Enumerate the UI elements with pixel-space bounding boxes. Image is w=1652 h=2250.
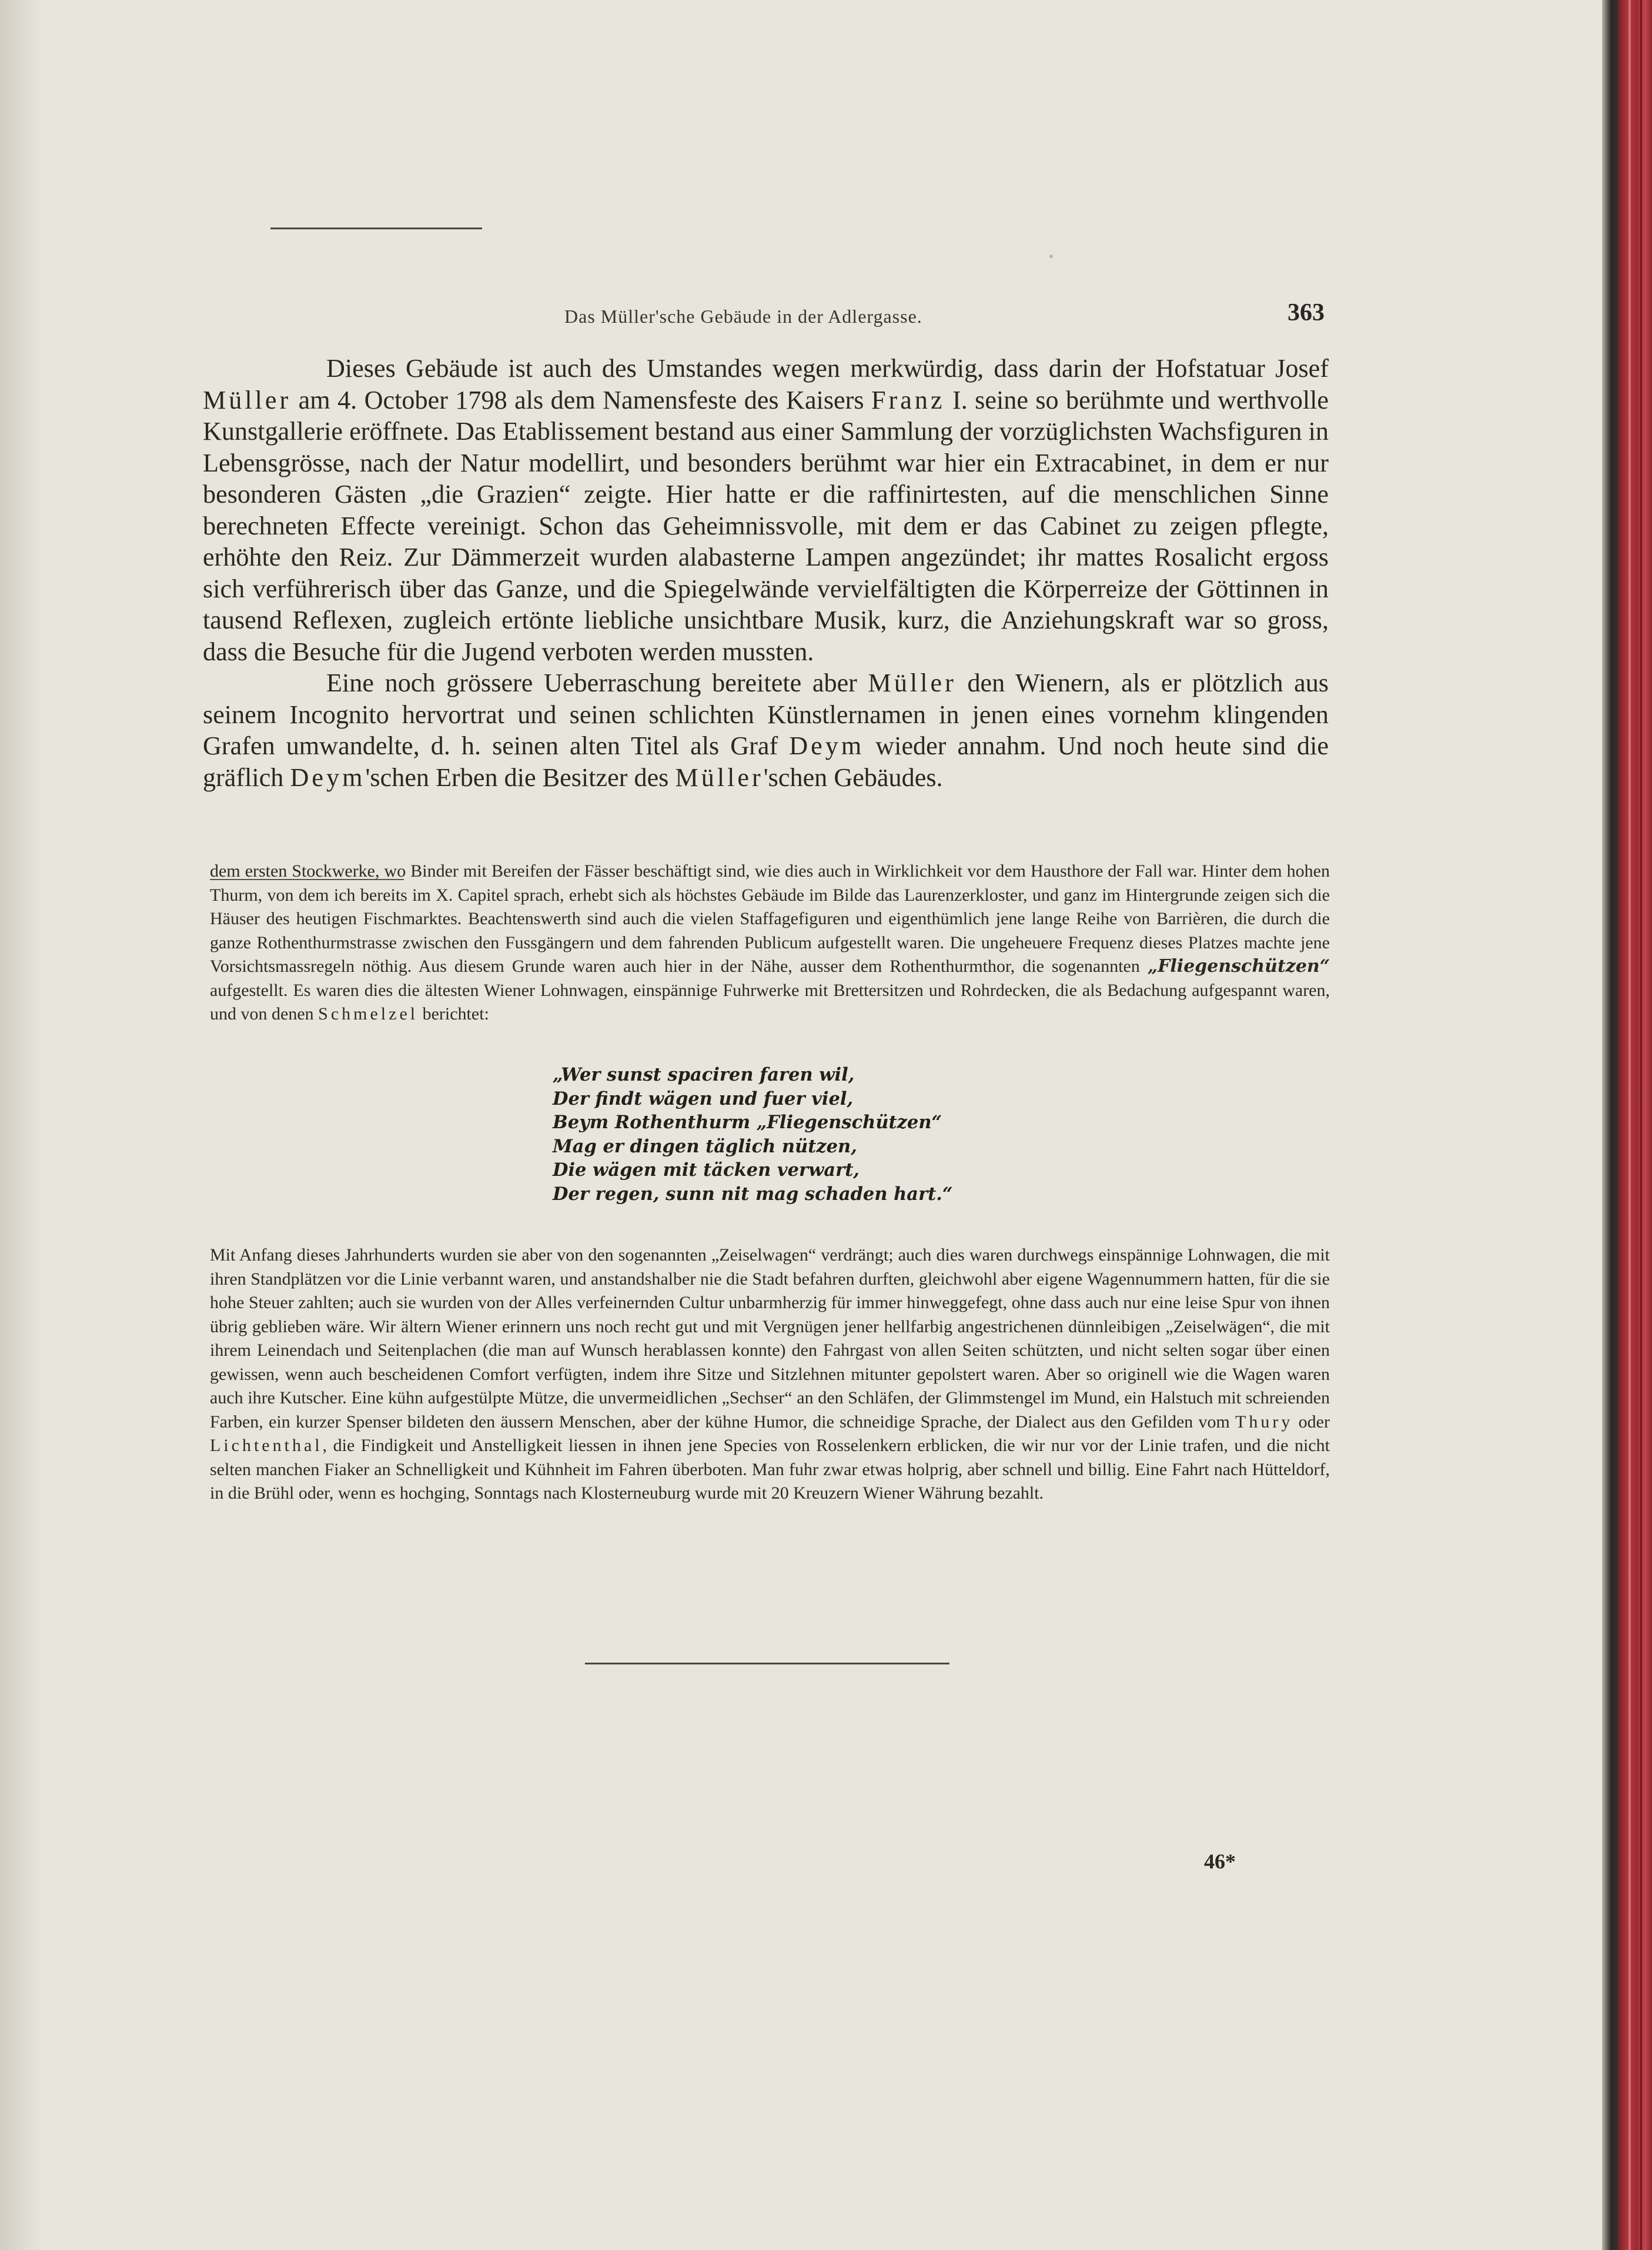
signature-mark: 46* [1204,1850,1236,1873]
paper-speck [1049,255,1053,258]
spaced-name: Deym [789,731,865,760]
text-run: berichtet: [418,1004,489,1024]
spaced-name: Müller [203,385,292,414]
running-title: Das Müller'sche Gebäude in der Adlergasse. [564,306,922,327]
text-run: dem ersten Stockwerke, wo Binder mit Bereifen der Fässer beschäftigt sind, wie dies auch in Wirklichkeit vor dem Hausthore der Fall war. Hinter dem hohen Thurm, von dem ich bereits im X. Capitel sprach, erhebt sich als höchstes Gebäude im Bilde das Laurenzerkloster, und ganz im Hintergrunde zeigen sich die Häuser des heutigen Fischmarktes. Beachtenswerth sind auch die vielen Staffagefiguren und eigenthümlich jene lange Reihe von Barrièren, die durch die ganze Rothenthurmstrasse zwischen den Fussgängern und dem fahrenden Publicum aufgestellt waren. Die ungeheuere Frequenz dieses Platzes machte jene Vorsichtsmassregeln nöthig. Aus diesem Grunde waren auch hier in der Nähe, ausser dem Rothenthurmthor, die sogenannten [210,861,1330,976]
top-rule-line [270,228,482,229]
book-binding-edge [1602,0,1618,2250]
text-run: den Wienern, als er plötzlich aus seinem Incognito hervortrat und seinen schlichten Künstlernamen in jenen eines vornehm klingenden Grafen umwandelte, d. h. seinen alten Titel als Graf [203,668,1329,760]
text-run: I. seine so berühmte und werthvolle Kunstgallerie eröffnete. Das Etablissement bestand aus einer Sammlung der vorzüglichsten Wachsfiguren in Lebensgrösse, nach der Natur modellirt, und besonders berühmt war hier ein Extracabinet, in dem er nur besonderen Gästen „die Grazien“ zeigte. Hier hatte er die raffinirtesten, auf die menschlichen Sinne berechneten Effecte vereinigt. Schon das Geheimnissvolle, mit dem er das Cabinet zu zeigen pflegte, erhöhte den Reiz. Zur Dämmerzeit wurden alabasterne Lampen angezündet; ihr mattes Rosalicht ergoss sich verführerisch über das Ganze, und die Spiegelwände vervielfältigten die Körperreize der Göttinnen in tausend Reflexen, zugleich ertönte liebliche unsichtbare Musik, kurz, die Anziehungskraft war so gross, dass die Besuche für die Jugend verboten werden mussten. [203,385,1329,666]
paragraph-2 [203,667,1329,793]
verse-line: Die wägen mit täcken verwart, [553,1159,860,1181]
verse-line: „Wer sunst spaciren faren wil, [553,1064,855,1085]
cover-shadow-line [1640,0,1642,2250]
fraktur-verse [553,1063,1070,1206]
page-shadow [0,0,41,2250]
verse-line: Der regen, sunn nit mag schaden hart.“ [553,1183,953,1205]
end-rule-line [585,1663,949,1664]
fraktur-term: „Fliegenschützen“ [1147,956,1330,977]
book-cover-red [1618,0,1652,2250]
spaced-name: Thury [1235,1412,1293,1432]
spaced-name: Müller [868,668,957,697]
spaced-name: Schmelzel [318,1004,419,1024]
main-text [203,353,1329,793]
text-run: Eine noch grössere Ueberraschung bereitete aber [326,668,868,697]
text-run: 'schen Gebäudes. [763,763,943,792]
text-run: oder [1293,1412,1330,1432]
text-run: am 4. October 1798 als dem Namensfeste des Kaisers [291,385,871,414]
verse-line: Mag er dingen täglich nützen, [553,1135,857,1157]
spaced-name: Deym [290,763,366,792]
footnote-paragraph [210,1243,1330,1506]
spaced-name: Müller [675,763,764,792]
text-run: , die Findigkeit und Anstelligkeit liessen in ihnen jene Species von Rosselenkern erblicken, die wir nur vor der Linie trafen, und die nicht selten manchen Fiaker an Schnelligkeit und Kühnheit im Fahren überboten. Man fuhr zwar etwas holprig, aber schnell und billig. Eine Fahrt nach Hütteldorf, in die Brühl oder, wenn es hochging, Sonntags nach Klosterneuburg wurde mit 20 Kreuzern Wiener Währung bezahlt. [210,1436,1330,1503]
verse-line: Der findt wägen und fuer viel, [553,1088,854,1109]
text-run: wieder annahm. Und noch heute sind die gräflich [203,731,1329,792]
text-run: aufgestellt. Es waren dies die ältesten Wiener Lohnwagen, einspännige Fuhrwerke mit Brettersitzen und Rohrdecken, die als Bedachung aufgespannt waren, und von denen [210,980,1330,1024]
text-run: Mit Anfang dieses Jahrhunderts wurden sie aber von den sogenannten „Zeiselwagen“ verdrängt; auch dies waren durchwegs einspännige Lohnwagen, die mit ihren Standplätzen vor die Linie verbannt waren, und anstandshalber nie die Stadt befahren durften, gleichwohl aber eigene Wagennummern hatten, für die sie hohe Steuer zahlten; auch sie wurden von der Alles verfeinernden Cultur unbarmherzig für immer hinweggefegt, ohne dass auch nur eine leise Spur von ihnen übrig geblieben wäre. Wir ältern Wiener erinnern uns noch recht gut und mit Vergnügen jener hellfarbig angestrichenen dünnleibigen „Zeiselwägen“, die mit ihrem Leinendach und Seitenplachen (die man auf Wunsch herablassen konnte) den Fahrgast von allen Seiten schützten, und nicht selten sogar über einen gewissen, wenn auch bescheidenen Comfort verfügten, indem ihre Sitze und Sitzlehnen mitunter gepolstert waren. Aber so originell wie die Wagen waren auch ihre Kutscher. Eine kühn aufgestülpte Mütze, die unvermeidlichen „Sechser“ an den Schläfen, der Glimmstengel im Mund, ein Halstuch mit schreienden Farben, ein kurzer Spenser bildeten den äussern Menschen, aber der kühne Humor, die schneidige Sprache, der Dialect aus den Gefilden vom [210,1245,1330,1432]
spaced-name: Franz [871,385,945,414]
text-run: Dieses Gebäude ist auch des Umstandes wegen merkwürdig, dass darin der Hofstatuar Josef [326,354,1329,383]
spaced-name: Lichtenthal [210,1436,323,1455]
cover-highlight-line [1628,0,1631,2250]
verse-line: Beym Rothenthurm „Fliegenschützen“ [553,1112,942,1134]
text-run: 'schen Erben die Besitzer des [365,763,675,792]
paragraph-1 [203,353,1329,667]
footnote-continuation [210,860,1330,1027]
page-number: 363 [1288,299,1325,326]
